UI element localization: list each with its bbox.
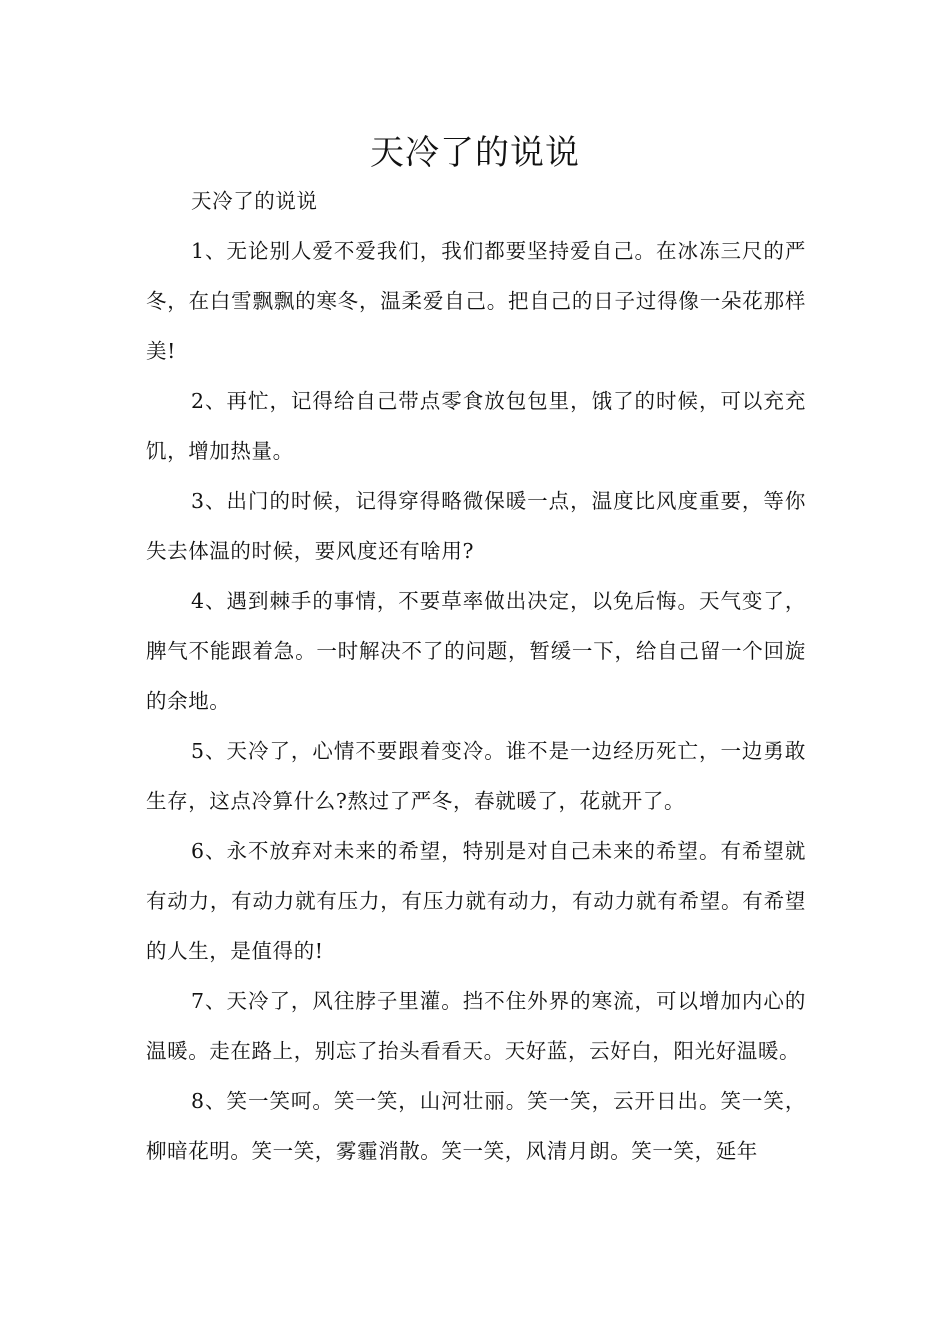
- paragraph-5: 5、天冷了，心情不要跟着变冷。谁不是一边经历死亡，一边勇敢生存，这点冷算什么?熬过了严冬，春就暖了，花就开了。: [146, 739, 806, 813]
- paragraph-2: 2、再忙，记得给自己带点零食放包包里，饿了的时候，可以充充饥，增加热量。: [146, 389, 806, 463]
- paragraph-6: 6、永不放弃对未来的希望，特别是对自己未来的希望。有希望就有动力，有动力就有压力，有压力就有动力，有动力就有希望。有希望的人生，是值得的!: [146, 839, 806, 963]
- subtitle-paragraph: 天冷了的说说: [191, 189, 318, 213]
- paragraph-4: 4、遇到棘手的事情，不要草率做出决定，以免后悔。天气变了，脾气不能跟着急。一时解决不了的问题，暂缓一下，给自己留一个回旋的余地。: [146, 589, 806, 713]
- document-body: [146, 176, 806, 1176]
- paragraph-3: 3、出门的时候，记得穿得略微保暖一点，温度比风度重要，等你失去体温的时候，要风度还有啥用?: [146, 489, 806, 563]
- document-title: 天冷了的说说: [370, 133, 580, 173]
- paragraph-7: 7、天冷了，风往脖子里灌。挡不住外界的寒流，可以增加内心的温暖。走在路上，别忘了抬头看看天。天好蓝，云好白，阳光好温暖。: [146, 989, 806, 1063]
- paragraph-1: 1、无论别人爱不爱我们，我们都要坚持爱自己。在冰冻三尺的严冬，在白雪飘飘的寒冬，温柔爱自己。把自己的日子过得像一朵花那样美!: [146, 239, 806, 363]
- paragraph-8: 8、笑一笑呵。笑一笑，山河壮丽。笑一笑，云开日出。笑一笑，柳暗花明。笑一笑，雾霾消散。笑一笑，风清月朗。笑一笑，延年: [146, 1089, 806, 1163]
